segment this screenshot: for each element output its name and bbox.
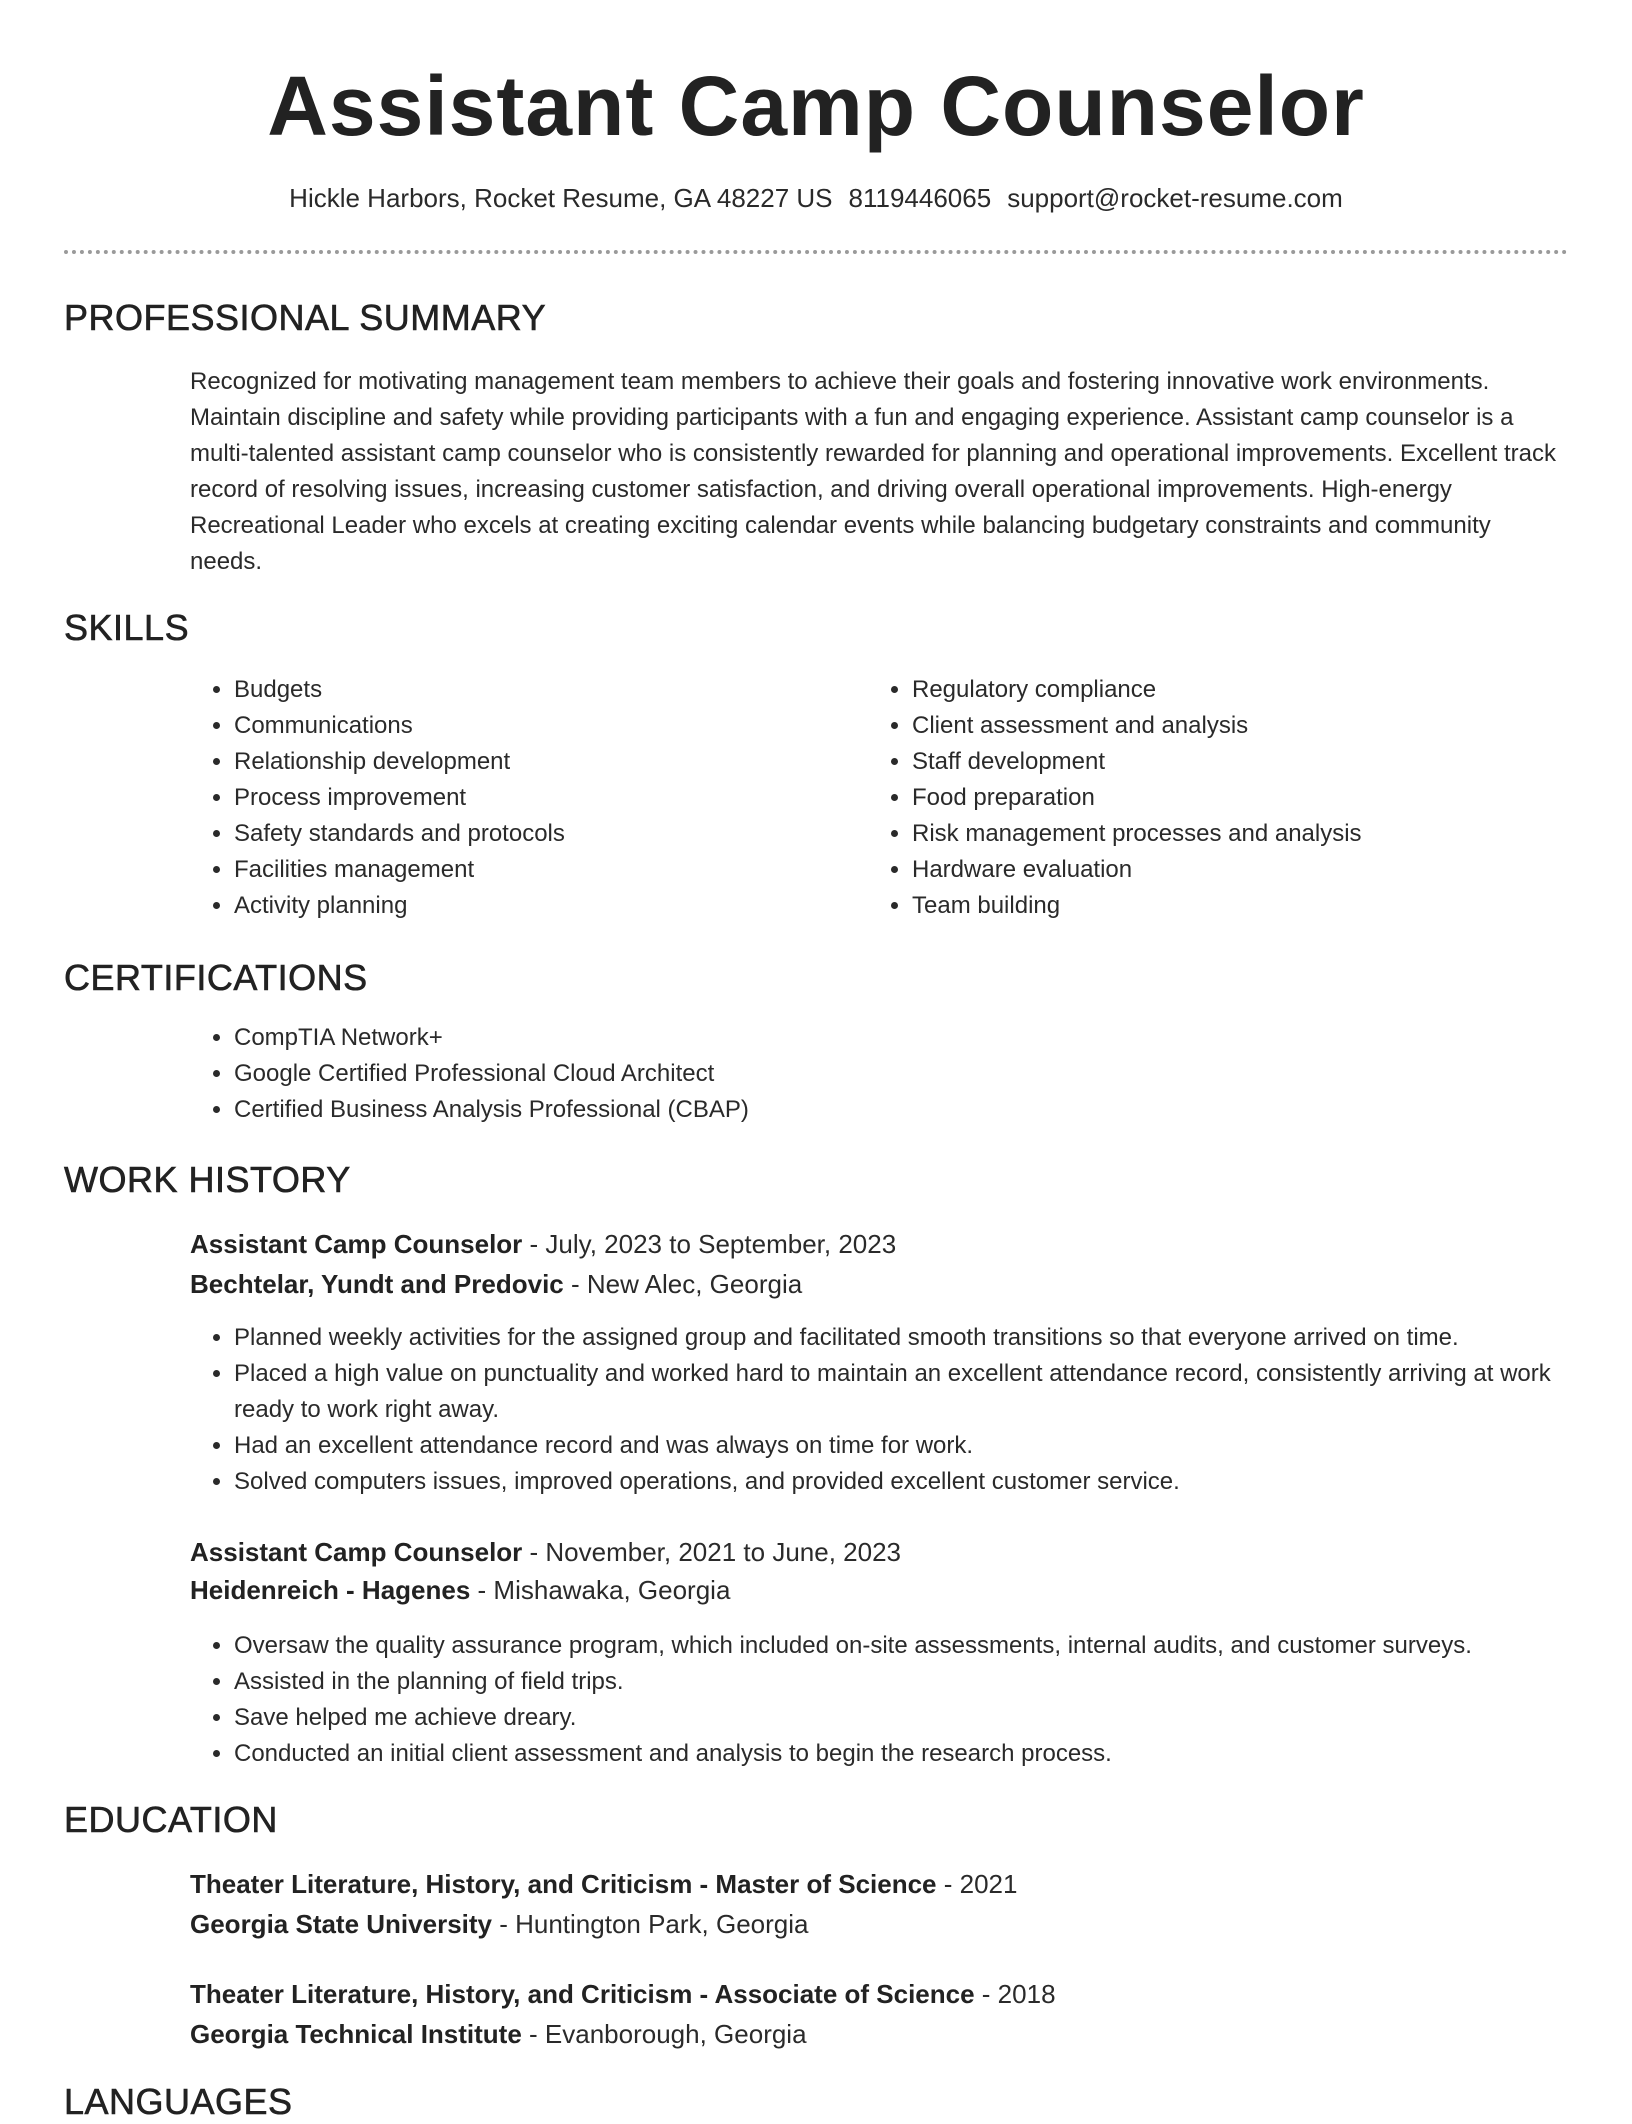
- job-location: - New Alec, Georgia: [563, 1269, 803, 1299]
- summary-text: Recognized for motivating management team members to achieve their goals and fostering innovative work environments. Maintain discipline and safety while providing participants with a fun and engaging experience. Assistant camp counselor is a multi-talented assistant camp counselor who is consistently rewarded for planning and operational improvements. Excellent track record of resolving issues, increasing customer satisfaction, and driving overall operational improvements. High-energy Recreational Leader who excels at creating exciting calendar events while balancing budgetary constraints and community needs.: [190, 368, 1557, 575]
- list-item: • Hardware evaluation: [912, 852, 1592, 888]
- candidate-name: Assistant Camp Counselor: [267, 59, 1365, 153]
- header-divider: [64, 250, 1568, 254]
- list-item: • Relationship development: [234, 744, 854, 780]
- job-dates: - July, 2023 to September, 2023: [522, 1229, 897, 1259]
- list-item: • Food preparation: [912, 780, 1592, 816]
- education-location: - Huntington Park, Georgia: [492, 1909, 809, 1939]
- list-item: • Risk management processes and analysis: [912, 816, 1592, 852]
- list-item: • Save helped me achieve dreary.: [234, 1700, 1614, 1736]
- education-degree-line: [190, 1866, 1017, 1902]
- job-company: Heidenreich - Hagenes: [190, 1575, 471, 1605]
- list-item: • Google Certified Professional Cloud Architect: [234, 1056, 1534, 1092]
- section-title-languages: LANGUAGES: [64, 2081, 293, 2122]
- job-location: - Mishawaka, Georgia: [470, 1575, 731, 1605]
- skills-list-left: [190, 672, 854, 924]
- list-item: • Conducted an initial client assessment and analysis to begin the research process.: [234, 1736, 1614, 1772]
- education-year: - 2021: [936, 1869, 1018, 1899]
- section-title-certifications: CERTIFICATIONS: [64, 957, 368, 998]
- list-item: • Client assessment and analysis: [912, 708, 1592, 744]
- job-bullets: [190, 1628, 1614, 1772]
- job-role: Assistant Camp Counselor: [190, 1229, 523, 1259]
- section-title-summary: PROFESSIONAL SUMMARY: [64, 297, 547, 338]
- education-degree-line: [190, 1976, 1056, 2012]
- education-degree: Theater Literature, History, and Criticism - Associate of Science: [190, 1979, 975, 2009]
- list-item: • Oversaw the quality assurance program, which included on-site assessments, internal audits, and customer surveys.: [234, 1628, 1614, 1664]
- section-title-education: EDUCATION: [64, 1799, 278, 1840]
- list-item: • Assisted in the planning of field trips.: [234, 1664, 1614, 1700]
- job-bullets: [190, 1320, 1614, 1500]
- education-school: Georgia Technical Institute: [190, 2019, 522, 2049]
- contact-email: support@rocket-resume.com: [1007, 183, 1343, 213]
- job-title-line: [190, 1534, 901, 1570]
- contact-address: Hickle Harbors, Rocket Resume, GA 48227 US: [289, 183, 833, 213]
- list-item: • Facilities management: [234, 852, 854, 888]
- list-item: • Process improvement: [234, 780, 854, 816]
- certifications-list: [190, 1020, 1534, 1128]
- job-title-line: [190, 1226, 896, 1262]
- education-school: Georgia State University: [190, 1909, 492, 1939]
- education-year: - 2018: [974, 1979, 1056, 2009]
- list-item: • Certified Business Analysis Professional (CBAP): [234, 1092, 1534, 1128]
- job-company-line: [190, 1266, 802, 1302]
- education-location: - Evanborough, Georgia: [521, 2019, 807, 2049]
- education-school-line: [190, 2016, 807, 2052]
- education-degree: Theater Literature, History, and Criticism - Master of Science: [190, 1869, 937, 1899]
- job-dates: - November, 2021 to June, 2023: [522, 1537, 901, 1567]
- list-item: • Solved computers issues, improved operations, and provided excellent customer service.: [234, 1464, 1614, 1500]
- skills-list-right: [868, 672, 1592, 924]
- list-item: • Budgets: [234, 672, 854, 708]
- section-title-skills: SKILLS: [64, 607, 190, 648]
- contact-phone: 8119446065: [848, 183, 992, 213]
- list-item: • Regulatory compliance: [912, 672, 1592, 708]
- job-role: Assistant Camp Counselor: [190, 1537, 523, 1567]
- education-school-line: [190, 1906, 809, 1942]
- list-item: • Team building: [912, 888, 1592, 924]
- list-item: • Planned weekly activities for the assigned group and facilitated smooth transitions so that everyone arrived on time.: [234, 1320, 1614, 1356]
- contact-line: [0, 180, 1632, 216]
- list-item: • Communications: [234, 708, 854, 744]
- list-item: • Had an excellent attendance record and was always on time for work.: [234, 1428, 1614, 1464]
- list-item: • Safety standards and protocols: [234, 816, 854, 852]
- job-company: Bechtelar, Yundt and Predovic: [190, 1269, 564, 1299]
- list-item: • CompTIA Network+: [234, 1020, 1534, 1056]
- list-item: • Staff development: [912, 744, 1592, 780]
- job-company-line: [190, 1572, 730, 1608]
- list-item: • Placed a high value on punctuality and worked hard to maintain an excellent attendance record, consistently arriving at work ready to work right away.: [234, 1356, 1614, 1428]
- list-item: • Activity planning: [234, 888, 854, 924]
- section-title-work-history: WORK HISTORY: [64, 1159, 351, 1200]
